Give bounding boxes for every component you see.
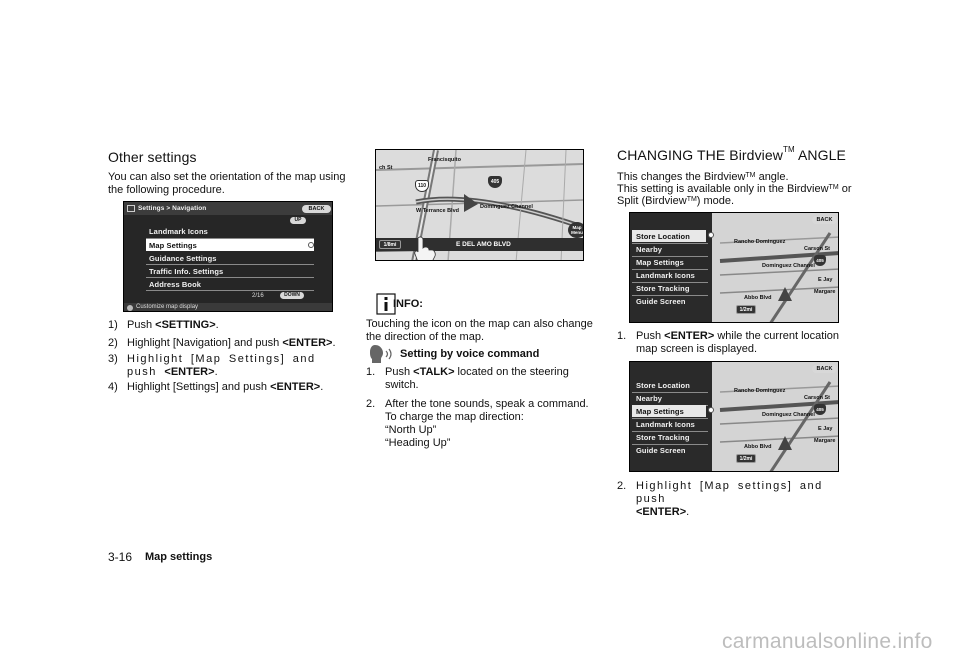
- menu-item-map-settings[interactable]: Map Settings: [636, 258, 684, 267]
- section-label: Map settings: [145, 551, 213, 563]
- map-label-e-jay: E Jay: [818, 277, 833, 283]
- menu-item-map-settings[interactable]: Map Settings: [149, 241, 197, 250]
- map-scale-chip[interactable]: 1/2mi: [736, 305, 756, 314]
- down-button[interactable]: DOWN: [280, 292, 304, 299]
- menu-item-store-tracking[interactable]: Store Tracking: [636, 284, 690, 293]
- settings-icon: [127, 205, 135, 212]
- highway-shield-405: 405: [488, 176, 502, 188]
- voice-command-heading: Setting by voice command: [400, 348, 540, 360]
- back-button[interactable]: BACK: [302, 205, 331, 213]
- menu-item-address-book[interactable]: Address Book: [149, 280, 202, 289]
- left-step-2: 2) Highlight [Navigation] and push <ENTER>.: [108, 337, 336, 349]
- highway-shield-110: 110: [415, 180, 429, 192]
- highway-shield-405: 405: [814, 255, 826, 266]
- info-label: INFO:: [393, 298, 423, 310]
- street-label-del-amo: E DEL AMO BLVD: [456, 241, 511, 248]
- voice-step-1: 1. Push <TALK> located on the steering switch.: [366, 366, 569, 391]
- map-label-rancho-dominguez: Rancho Dominguez: [734, 239, 786, 245]
- menu-item-landmark-icons[interactable]: Landmark Icons: [149, 227, 208, 236]
- menu-item-store-location[interactable]: Store Location: [636, 381, 690, 390]
- map-label-e-jay: E Jay: [818, 426, 833, 432]
- finger-touch-icon: [410, 236, 440, 261]
- menu-item-guide-screen[interactable]: Guide Screen: [636, 446, 686, 455]
- menu-item-landmark-icons[interactable]: Landmark Icons: [636, 420, 695, 429]
- watermark: carmanualsonline.info: [722, 630, 933, 653]
- birdview-heading: CHANGING THE Birdview™ ANGLE: [617, 145, 846, 163]
- map-scale-chip[interactable]: 1/8mi: [379, 240, 401, 249]
- voice-command-icon: [369, 343, 395, 365]
- page-indicator: 2/16: [252, 293, 264, 299]
- selected-dot-icon: [308, 242, 314, 248]
- menu-item-map-settings[interactable]: Map Settings: [636, 407, 684, 416]
- page-number: 3-16: [108, 550, 133, 564]
- left-step-1: 1) Push <SETTING>.: [108, 319, 219, 331]
- menu-item-nearby[interactable]: Nearby: [636, 245, 663, 254]
- birdview-screen-1: [629, 212, 839, 323]
- status-text: Customize map display: [136, 304, 199, 310]
- left-step-3: 3) Highlight [Map Settings] and push <ENTER>.: [108, 353, 316, 378]
- street-label-dominguez: Dominguez Channel: [480, 204, 533, 210]
- street-label-francisquito: Francisquito: [428, 157, 462, 163]
- voice-step-2: 2. After the tone sounds, speak a command. To charge the map direction: “North Up” “Heading Up”: [366, 398, 589, 449]
- menu-item-guide-screen[interactable]: Guide Screen: [636, 297, 686, 306]
- map-label-margare: Margare: [814, 289, 836, 295]
- selected-dot-icon: [708, 407, 714, 413]
- right-step-2: 2. Highlight [Map settings] and push <ENTER>.: [617, 480, 823, 518]
- map-label-abbo-blvd: Abbo Blvd: [744, 295, 772, 301]
- info-text: Touching the icon on the map can also change the direction of the map.: [366, 318, 593, 343]
- menu-item-store-location[interactable]: Store Location: [636, 232, 690, 241]
- map-label-dominguez-channel: Dominguez Channel: [762, 263, 815, 269]
- birdview-intro-line-1: This changes the Birdview™ angle.: [617, 171, 789, 183]
- menu-item-store-tracking[interactable]: Store Tracking: [636, 433, 690, 442]
- menu-item-traffic-info-settings[interactable]: Traffic Info. Settings: [149, 267, 224, 276]
- other-settings-intro: You can also set the orientation of the map using the following procedure.: [108, 171, 346, 196]
- menu-item-guidance-settings[interactable]: Guidance Settings: [149, 254, 217, 263]
- map-screen: [375, 149, 584, 261]
- settings-navigation-screen: [123, 201, 333, 312]
- up-button[interactable]: UP: [290, 217, 306, 224]
- birdview-screen-2: [629, 361, 839, 472]
- selected-dot-icon: [708, 232, 714, 238]
- menu-item-landmark-icons[interactable]: Landmark Icons: [636, 271, 695, 280]
- map-label-dominguez-channel: Dominguez Channel: [762, 412, 815, 418]
- birdview-intro-line-2: This setting is available only in the Birdview™ or: [617, 183, 852, 195]
- map-scale-chip[interactable]: 1/2mi: [736, 454, 756, 463]
- street-label-terrance: W Terrance Blvd: [416, 208, 459, 214]
- back-button[interactable]: BACK: [812, 216, 837, 224]
- birdview-intro-line-3: Split (Birdview™) mode.: [617, 195, 735, 207]
- map-menu-button[interactable]: Map Menu: [568, 222, 584, 238]
- screen-breadcrumb: Settings > Navigation: [138, 205, 207, 212]
- right-step-1: 1. Push <ENTER> while the current location map screen is displayed.: [617, 330, 840, 355]
- street-label-ch-st: ch St: [379, 165, 393, 171]
- map-label-carson-st: Carson St: [804, 246, 830, 252]
- map-label-carson-st: Carson St: [804, 395, 830, 401]
- map-label-rancho-dominguez: Rancho Dominguez: [734, 388, 786, 394]
- highway-shield-405: 405: [814, 404, 826, 415]
- info-dot-icon: [127, 305, 133, 311]
- other-settings-heading: Other settings: [108, 149, 197, 165]
- map-label-abbo-blvd: Abbo Blvd: [744, 444, 772, 450]
- menu-item-nearby[interactable]: Nearby: [636, 394, 663, 403]
- left-step-4: 4) Highlight [Settings] and push <ENTER>.: [108, 381, 324, 393]
- map-label-margare: Margare: [814, 438, 836, 444]
- back-button[interactable]: BACK: [812, 365, 837, 373]
